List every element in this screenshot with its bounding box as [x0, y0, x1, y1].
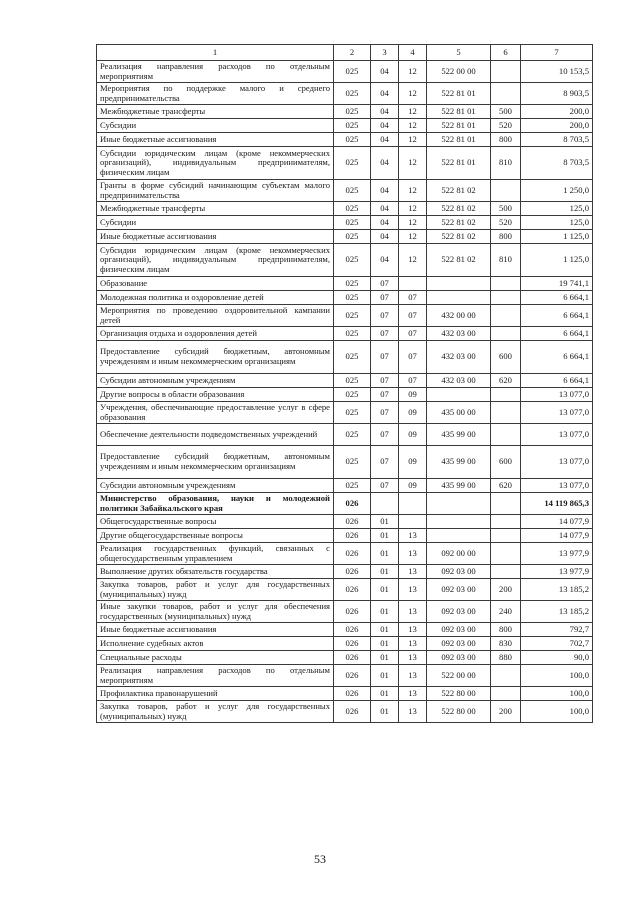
subsection-cell: 13 [399, 565, 427, 579]
table-row [97, 327, 593, 341]
target-article-cell: 522 81 01 [427, 119, 491, 133]
target-article-cell: 522 81 01 [427, 147, 491, 180]
section-cell: 04 [371, 133, 399, 147]
expense-name-cell: Субсидии [97, 216, 334, 230]
section-cell: 04 [371, 244, 399, 277]
section-cell: 01 [371, 515, 399, 529]
target-article-cell: 092 03 00 [427, 651, 491, 665]
ministry-code-cell: 025 [334, 277, 371, 291]
section-cell: 07 [371, 327, 399, 341]
amount-cell: 8 703,5 [521, 147, 593, 180]
expense-name-cell: Учреждения, обеспечивающие предоставление услуг в сфере образования [97, 402, 334, 424]
table-row [97, 374, 593, 388]
table-row [97, 515, 593, 529]
column-header: 3 [371, 45, 399, 61]
expense-type-cell [491, 515, 521, 529]
target-article-cell: 522 00 00 [427, 665, 491, 687]
subsection-cell: 13 [399, 637, 427, 651]
column-header: 2 [334, 45, 371, 61]
target-article-cell: 522 81 02 [427, 230, 491, 244]
expense-type-cell: 500 [491, 202, 521, 216]
expense-name-cell: Выполнение других обязательств государства [97, 565, 334, 579]
table-row [97, 119, 593, 133]
subsection-cell: 13 [399, 687, 427, 701]
ministry-code-cell: 025 [334, 388, 371, 402]
target-article-cell: 522 80 00 [427, 701, 491, 723]
table-row [97, 147, 593, 180]
subsection-cell: 12 [399, 244, 427, 277]
expense-name-cell: Обеспечение деятельности подведомственных учреждений [97, 424, 334, 446]
section-cell: 04 [371, 216, 399, 230]
table-row [97, 637, 593, 651]
table-row [97, 543, 593, 565]
target-article-cell [427, 493, 491, 515]
section-cell: 01 [371, 637, 399, 651]
table-row [97, 388, 593, 402]
ministry-code-cell: 025 [334, 291, 371, 305]
table-row [97, 579, 593, 601]
amount-cell: 100,0 [521, 687, 593, 701]
expense-name-cell: Организация отдыха и оздоровления детей [97, 327, 334, 341]
subsection-cell: 09 [399, 388, 427, 402]
expense-name-cell: Мероприятия по поддержке малого и среднего предпринимательства [97, 83, 334, 105]
expense-type-cell: 600 [491, 341, 521, 374]
target-article-cell: 432 03 00 [427, 327, 491, 341]
expense-type-cell [491, 529, 521, 543]
subsection-cell: 09 [399, 402, 427, 424]
section-cell: 07 [371, 479, 399, 493]
target-article-cell: 522 80 00 [427, 687, 491, 701]
expense-type-cell [491, 493, 521, 515]
expense-name-cell: Предоставление субсидий бюджетным, автономным учреждениям и иным некоммерческим организациям [97, 341, 334, 374]
amount-cell: 90,0 [521, 651, 593, 665]
expense-type-cell [491, 388, 521, 402]
expense-type-cell: 600 [491, 446, 521, 479]
target-article-cell: 522 81 02 [427, 202, 491, 216]
subsection-cell: 09 [399, 479, 427, 493]
ministry-code-cell: 025 [334, 374, 371, 388]
ministry-code-cell: 025 [334, 202, 371, 216]
target-article-cell: 435 00 00 [427, 402, 491, 424]
section-cell: 07 [371, 402, 399, 424]
expense-type-cell [491, 180, 521, 202]
ministry-code-cell: 025 [334, 147, 371, 180]
table-row [97, 529, 593, 543]
section-cell: 07 [371, 291, 399, 305]
ministry-code-cell: 025 [334, 83, 371, 105]
expense-type-cell [491, 665, 521, 687]
ministry-code-cell: 025 [334, 133, 371, 147]
amount-cell: 6 664,1 [521, 341, 593, 374]
expense-name-cell: Субсидии юридическим лицам (кроме некоммерческих организаций), индивидуальным предпринимателям, физическим лицам [97, 147, 334, 180]
target-article-cell: 522 81 01 [427, 133, 491, 147]
target-article-cell: 522 81 02 [427, 244, 491, 277]
table-row [97, 446, 593, 479]
ministry-code-cell: 025 [334, 327, 371, 341]
target-article-cell: 092 03 00 [427, 637, 491, 651]
target-article-cell: 522 00 00 [427, 61, 491, 83]
ministry-code-cell: 026 [334, 701, 371, 723]
expense-name-cell: Закупка товаров, работ и услуг для государственных (муниципальных) нужд [97, 579, 334, 601]
amount-cell: 100,0 [521, 701, 593, 723]
expense-type-cell [491, 543, 521, 565]
expense-type-cell [491, 402, 521, 424]
target-article-cell: 435 99 00 [427, 424, 491, 446]
table-row [97, 402, 593, 424]
amount-cell: 14 119 865,3 [521, 493, 593, 515]
amount-cell: 13 977,9 [521, 543, 593, 565]
ministry-code-cell: 025 [334, 216, 371, 230]
section-cell: 01 [371, 601, 399, 623]
amount-cell: 13 977,9 [521, 565, 593, 579]
amount-cell: 13 077,0 [521, 424, 593, 446]
expense-name-cell: Специальные расходы [97, 651, 334, 665]
target-article-cell [427, 529, 491, 543]
subsection-cell: 13 [399, 701, 427, 723]
subsection-cell: 13 [399, 623, 427, 637]
amount-cell: 1 125,0 [521, 230, 593, 244]
expense-name-cell: Профилактика правонарушений [97, 687, 334, 701]
expense-type-cell [491, 83, 521, 105]
expense-type-cell: 620 [491, 479, 521, 493]
table-row [97, 83, 593, 105]
table-row [97, 701, 593, 723]
target-article-cell: 092 03 00 [427, 579, 491, 601]
expense-type-cell [491, 424, 521, 446]
expense-name-cell: Министерство образования, науки и молодежной политики Забайкальского края [97, 493, 334, 515]
subsection-cell [399, 493, 427, 515]
section-cell: 01 [371, 579, 399, 601]
amount-cell: 6 664,1 [521, 374, 593, 388]
table-row [97, 601, 593, 623]
section-cell: 01 [371, 529, 399, 543]
section-cell: 04 [371, 105, 399, 119]
subsection-cell: 13 [399, 543, 427, 565]
expense-type-cell: 830 [491, 637, 521, 651]
expense-name-cell: Субсидии автономным учреждениям [97, 479, 334, 493]
budget-table [96, 44, 593, 723]
section-cell: 04 [371, 230, 399, 244]
ministry-code-cell: 026 [334, 687, 371, 701]
expense-name-cell: Межбюджетные трансферты [97, 202, 334, 216]
expense-name-cell: Общегосударственные вопросы [97, 515, 334, 529]
amount-cell: 13 077,0 [521, 446, 593, 479]
subsection-cell: 13 [399, 579, 427, 601]
expense-name-cell: Закупка товаров, работ и услуг для государственных (муниципальных) нужд [97, 701, 334, 723]
expense-type-cell: 810 [491, 244, 521, 277]
page-number: 53 [314, 852, 326, 866]
expense-name-cell: Субсидии [97, 119, 334, 133]
target-article-cell: 435 99 00 [427, 446, 491, 479]
expense-type-cell: 800 [491, 230, 521, 244]
expense-type-cell [491, 687, 521, 701]
table-row [97, 133, 593, 147]
section-cell: 04 [371, 61, 399, 83]
ministry-code-cell: 026 [334, 579, 371, 601]
section-cell: 01 [371, 701, 399, 723]
subsection-cell: 12 [399, 230, 427, 244]
target-article-cell [427, 277, 491, 291]
amount-cell: 100,0 [521, 665, 593, 687]
section-cell: 01 [371, 651, 399, 665]
expense-name-cell: Межбюджетные трансферты [97, 105, 334, 119]
expense-type-cell: 800 [491, 623, 521, 637]
expense-type-cell [491, 565, 521, 579]
ministry-code-cell: 025 [334, 424, 371, 446]
section-cell [371, 493, 399, 515]
expense-name-cell: Иные бюджетные ассигнования [97, 133, 334, 147]
subsection-cell: 12 [399, 147, 427, 180]
expense-name-cell: Субсидии автономным учреждениям [97, 374, 334, 388]
table-row [97, 305, 593, 327]
ministry-code-cell: 026 [334, 543, 371, 565]
expense-type-cell [491, 327, 521, 341]
expense-name-cell: Иные бюджетные ассигнования [97, 230, 334, 244]
table-row [97, 291, 593, 305]
section-cell: 04 [371, 180, 399, 202]
target-article-cell: 435 99 00 [427, 479, 491, 493]
amount-cell: 792,7 [521, 623, 593, 637]
section-cell: 07 [371, 277, 399, 291]
amount-cell: 6 664,1 [521, 327, 593, 341]
amount-cell: 14 077,9 [521, 529, 593, 543]
expense-type-cell: 520 [491, 119, 521, 133]
ministry-code-cell: 025 [334, 180, 371, 202]
ministry-code-cell: 026 [334, 515, 371, 529]
section-cell: 04 [371, 202, 399, 216]
amount-cell: 13 077,0 [521, 402, 593, 424]
expense-type-cell: 880 [491, 651, 521, 665]
target-article-cell: 432 03 00 [427, 341, 491, 374]
expense-type-cell: 800 [491, 133, 521, 147]
target-article-cell [427, 515, 491, 529]
expense-name-cell: Предоставление субсидий бюджетным, автономным учреждениям и иным некоммерческим организациям [97, 446, 334, 479]
table-row [97, 216, 593, 230]
table-row [97, 651, 593, 665]
ministry-code-cell: 025 [334, 305, 371, 327]
ministry-code-cell: 025 [334, 105, 371, 119]
target-article-cell: 092 03 00 [427, 565, 491, 579]
ministry-code-cell: 026 [334, 637, 371, 651]
target-article-cell [427, 388, 491, 402]
amount-cell: 125,0 [521, 202, 593, 216]
ministry-code-cell: 025 [334, 402, 371, 424]
ministry-code-cell: 025 [334, 244, 371, 277]
expense-name-cell: Иные бюджетные ассигнования [97, 623, 334, 637]
target-article-cell: 522 81 01 [427, 83, 491, 105]
amount-cell: 13 185,2 [521, 601, 593, 623]
subsection-cell: 07 [399, 305, 427, 327]
subsection-cell: 07 [399, 374, 427, 388]
ministry-code-cell: 025 [334, 119, 371, 133]
expense-type-cell [491, 61, 521, 83]
section-cell: 04 [371, 119, 399, 133]
amount-cell: 14 077,9 [521, 515, 593, 529]
expense-name-cell: Реализация направления расходов по отдельным мероприятиям [97, 665, 334, 687]
section-cell: 01 [371, 565, 399, 579]
amount-cell: 8 903,5 [521, 83, 593, 105]
table-row [97, 665, 593, 687]
table-row [97, 244, 593, 277]
table-body [97, 61, 593, 723]
expense-name-cell: Другие вопросы в области образования [97, 388, 334, 402]
subsection-cell: 12 [399, 83, 427, 105]
table-row [97, 687, 593, 701]
amount-cell: 125,0 [521, 216, 593, 230]
expense-type-cell: 500 [491, 105, 521, 119]
subsection-cell: 12 [399, 61, 427, 83]
target-article-cell: 522 81 01 [427, 105, 491, 119]
target-article-cell: 432 03 00 [427, 374, 491, 388]
section-cell: 07 [371, 341, 399, 374]
subsection-cell: 09 [399, 446, 427, 479]
subsection-cell: 09 [399, 424, 427, 446]
column-header: 6 [491, 45, 521, 61]
section-cell: 04 [371, 83, 399, 105]
subsection-cell: 12 [399, 133, 427, 147]
expense-name-cell: Другие общегосударственные вопросы [97, 529, 334, 543]
subsection-cell: 12 [399, 216, 427, 230]
section-cell: 01 [371, 623, 399, 637]
amount-cell: 13 185,2 [521, 579, 593, 601]
table-row [97, 424, 593, 446]
column-header: 7 [521, 45, 593, 61]
target-article-cell: 092 00 00 [427, 543, 491, 565]
section-cell: 07 [371, 446, 399, 479]
column-header: 4 [399, 45, 427, 61]
table-row [97, 180, 593, 202]
expense-name-cell: Реализация государственных функций, связанных с общегосударственным управлением [97, 543, 334, 565]
section-cell: 01 [371, 687, 399, 701]
expense-name-cell: Реализация направления расходов по отдельным мероприятиям [97, 61, 334, 83]
table-row [97, 341, 593, 374]
expense-name-cell: Субсидии юридическим лицам (кроме некоммерческих организаций), индивидуальным предпринимателям, физическим лицам [97, 244, 334, 277]
table-row [97, 202, 593, 216]
amount-cell: 10 153,5 [521, 61, 593, 83]
subsection-cell: 13 [399, 529, 427, 543]
column-header: 1 [97, 45, 334, 61]
subsection-cell: 12 [399, 119, 427, 133]
expense-name-cell: Исполнение судебных актов [97, 637, 334, 651]
subsection-cell [399, 277, 427, 291]
subsection-cell: 07 [399, 291, 427, 305]
subsection-cell: 13 [399, 601, 427, 623]
amount-cell: 702,7 [521, 637, 593, 651]
table-row [97, 479, 593, 493]
target-article-cell: 092 03 00 [427, 623, 491, 637]
subsection-cell: 07 [399, 341, 427, 374]
section-cell: 01 [371, 665, 399, 687]
ministry-code-cell: 025 [334, 61, 371, 83]
table-row [97, 277, 593, 291]
amount-cell: 13 077,0 [521, 388, 593, 402]
subsection-cell: 07 [399, 327, 427, 341]
ministry-code-cell: 026 [334, 623, 371, 637]
table-header-row [97, 45, 593, 61]
amount-cell: 19 741,1 [521, 277, 593, 291]
amount-cell: 1 250,0 [521, 180, 593, 202]
target-article-cell: 522 81 02 [427, 216, 491, 230]
subsection-cell: 13 [399, 651, 427, 665]
ministry-code-cell: 025 [334, 479, 371, 493]
table-row [97, 230, 593, 244]
amount-cell: 6 664,1 [521, 291, 593, 305]
table-row [97, 105, 593, 119]
ministry-code-cell: 026 [334, 529, 371, 543]
subsection-cell [399, 515, 427, 529]
expense-name-cell: Иные закупки товаров, работ и услуг для обеспечения государственных (муниципальных) нужд [97, 601, 334, 623]
table-row [97, 623, 593, 637]
ministry-code-cell: 026 [334, 565, 371, 579]
amount-cell: 200,0 [521, 105, 593, 119]
target-article-cell: 432 00 00 [427, 305, 491, 327]
subsection-cell: 12 [399, 202, 427, 216]
table-row [97, 493, 593, 515]
expense-name-cell: Молодежная политика и оздоровление детей [97, 291, 334, 305]
subsection-cell: 12 [399, 105, 427, 119]
table-row [97, 61, 593, 83]
expense-type-cell: 240 [491, 601, 521, 623]
expense-type-cell: 200 [491, 701, 521, 723]
target-article-cell: 522 81 02 [427, 180, 491, 202]
ministry-code-cell: 025 [334, 341, 371, 374]
amount-cell: 200,0 [521, 119, 593, 133]
expense-type-cell: 200 [491, 579, 521, 601]
section-cell: 07 [371, 374, 399, 388]
expense-type-cell: 620 [491, 374, 521, 388]
ministry-code-cell: 025 [334, 446, 371, 479]
ministry-code-cell: 025 [334, 230, 371, 244]
target-article-cell: 092 03 00 [427, 601, 491, 623]
expense-name-cell: Образование [97, 277, 334, 291]
amount-cell: 1 125,0 [521, 244, 593, 277]
column-header: 5 [427, 45, 491, 61]
expense-type-cell [491, 277, 521, 291]
subsection-cell: 13 [399, 665, 427, 687]
amount-cell: 6 664,1 [521, 305, 593, 327]
section-cell: 07 [371, 424, 399, 446]
amount-cell: 13 077,0 [521, 479, 593, 493]
expense-type-cell [491, 305, 521, 327]
target-article-cell [427, 291, 491, 305]
expense-name-cell: Мероприятия по проведению оздоровительной кампании детей [97, 305, 334, 327]
expense-type-cell: 520 [491, 216, 521, 230]
amount-cell: 8 703,5 [521, 133, 593, 147]
ministry-code-cell: 026 [334, 651, 371, 665]
table-row [97, 565, 593, 579]
section-cell: 07 [371, 388, 399, 402]
expense-type-cell [491, 291, 521, 305]
section-cell: 04 [371, 147, 399, 180]
ministry-code-cell: 026 [334, 493, 371, 515]
expense-type-cell: 810 [491, 147, 521, 180]
ministry-code-cell: 026 [334, 665, 371, 687]
expense-name-cell: Гранты в форме субсидий начинающим субъектам малого предпринимательства [97, 180, 334, 202]
section-cell: 01 [371, 543, 399, 565]
section-cell: 07 [371, 305, 399, 327]
ministry-code-cell: 026 [334, 601, 371, 623]
subsection-cell: 12 [399, 180, 427, 202]
